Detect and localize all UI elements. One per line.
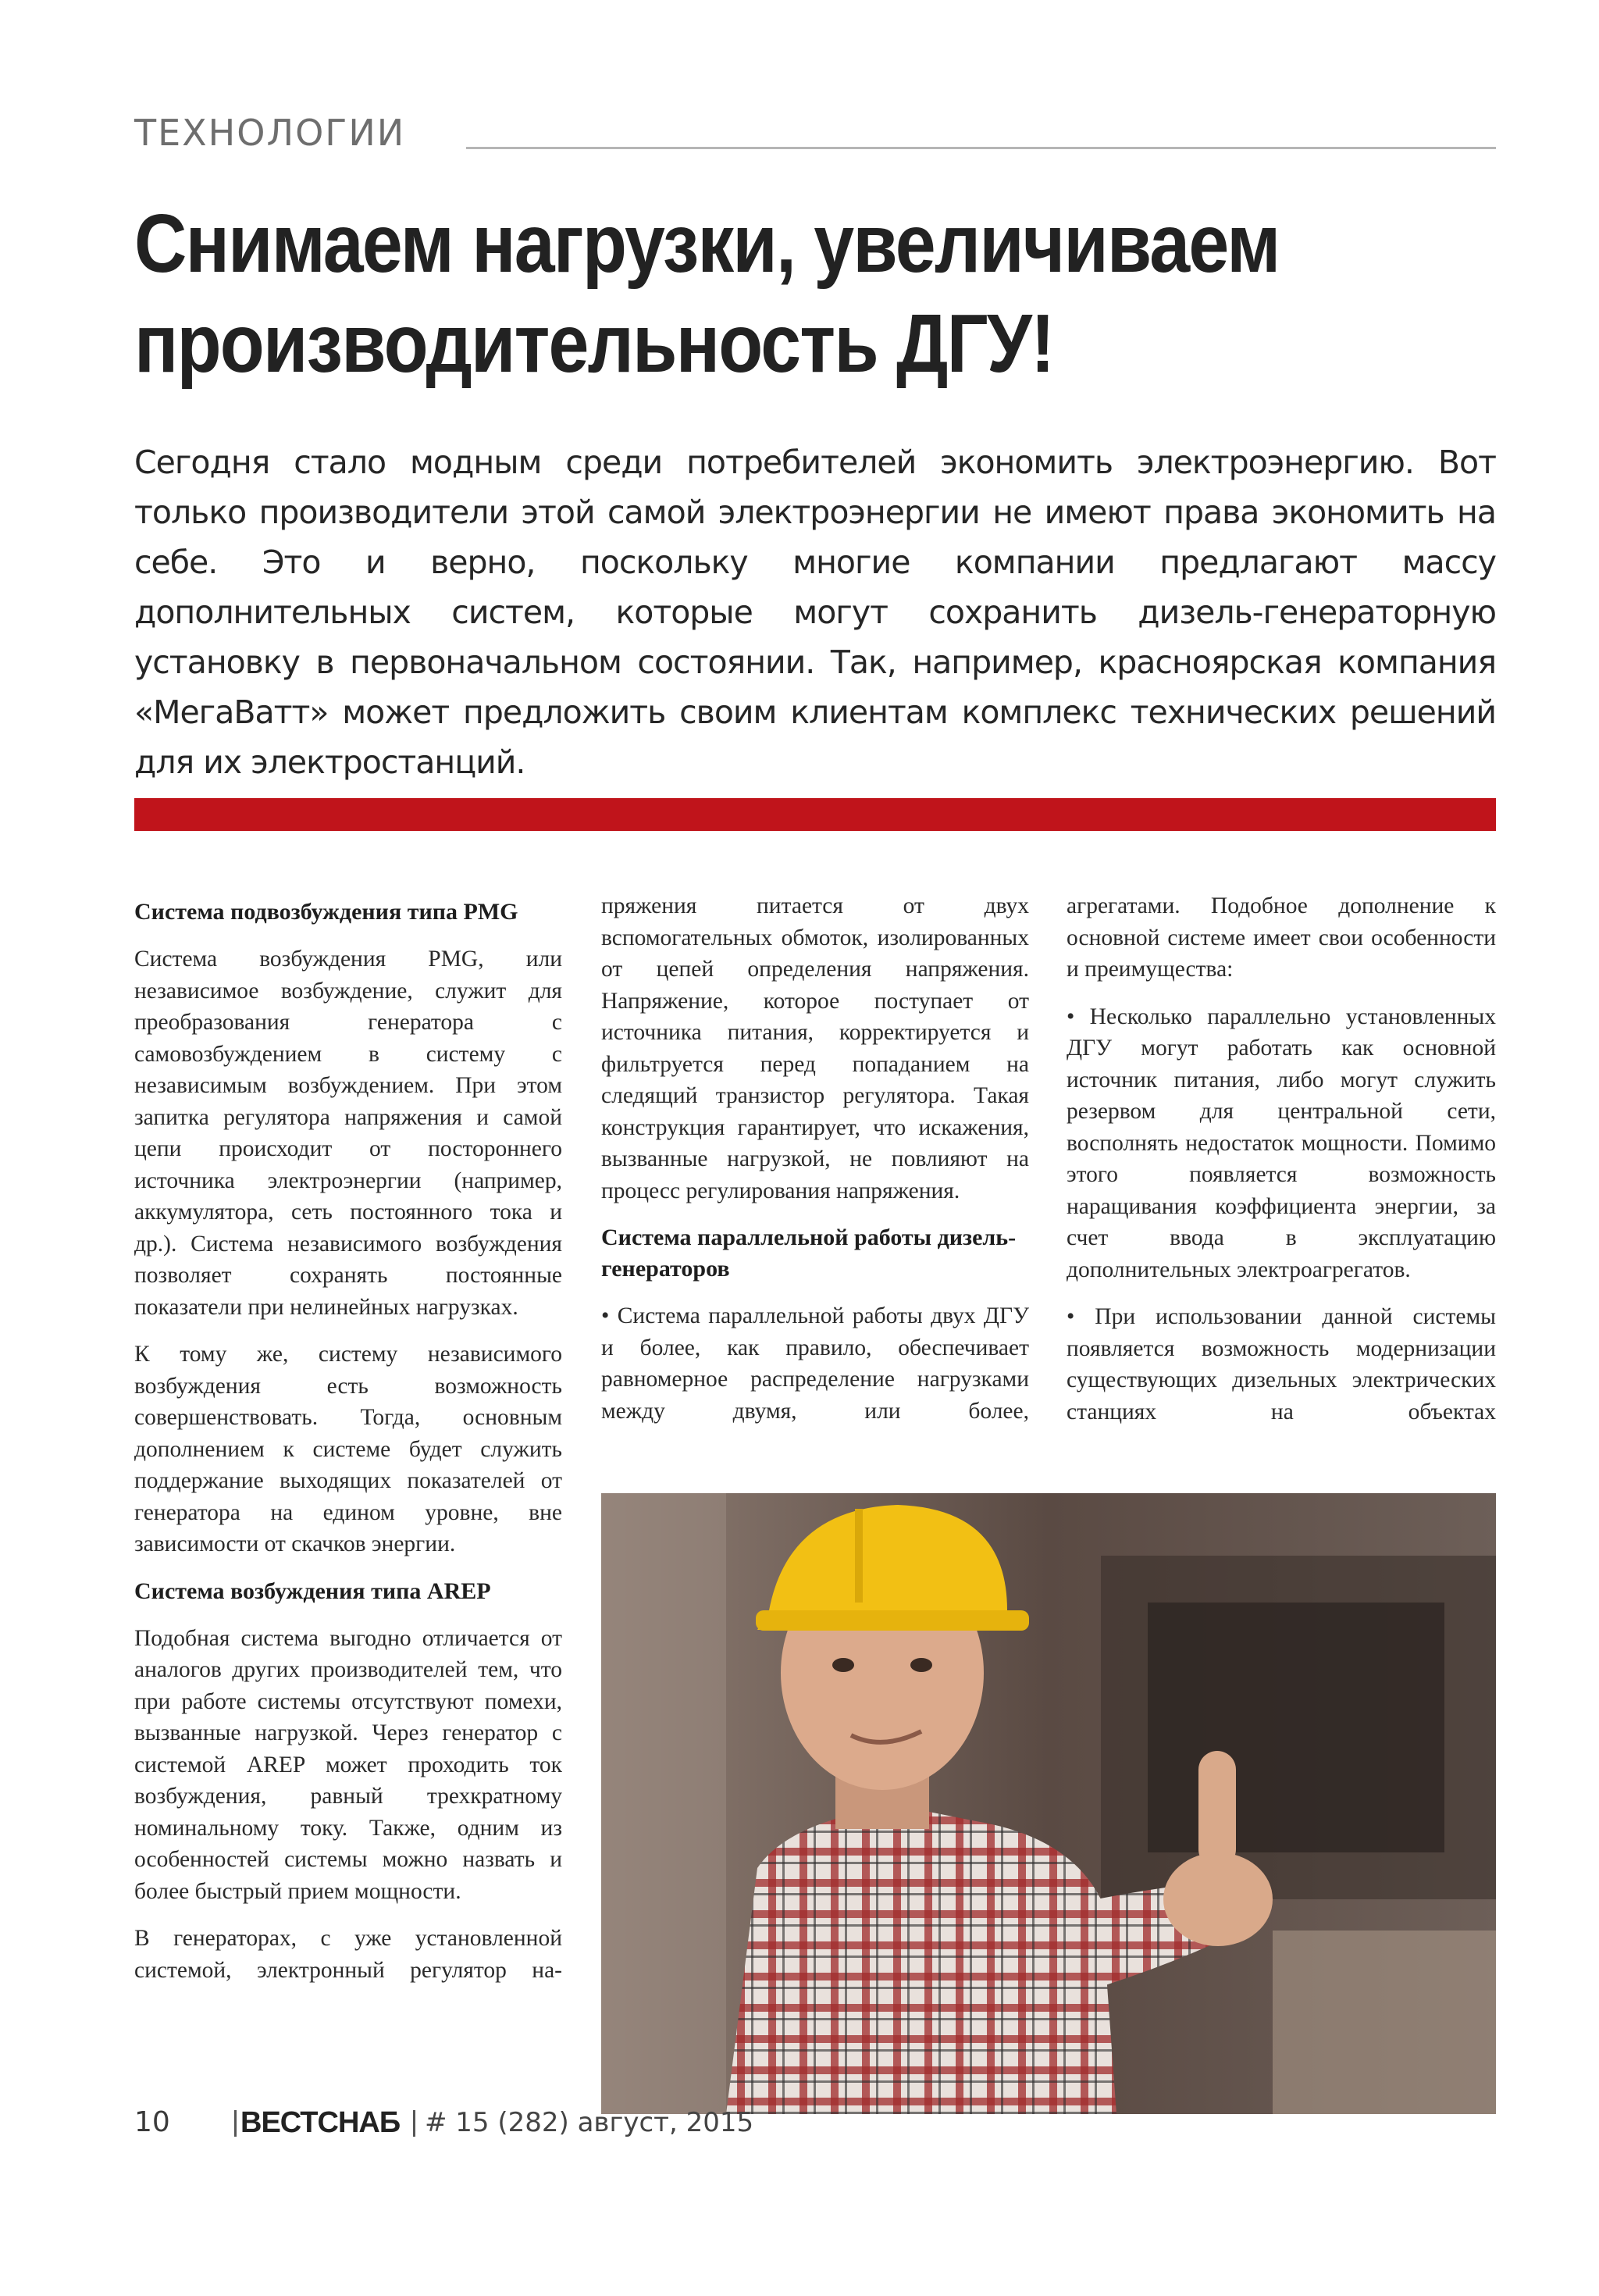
subheading-arep: Система возбуждения типа AREP <box>134 1578 491 1604</box>
footer-divider <box>413 2110 415 2137</box>
paragraph: Система возбуждения PMG, или независимое возбуждение, служит для преобразования генератора с самовозбуждением в систему с независимым возбуждением. При этом запитка регулятора напряжения и самой цепи происходит от постороннего источника электроэнергии (например, аккумулятора, сеть постоянного тока и др.). Система независимого возбуждения позволяет сохранять постоянные показатели при нелинейных нагрузках. <box>134 947 562 1320</box>
section-header <box>134 109 1496 156</box>
column-3 <box>1067 890 1496 1443</box>
magazine-logo: ВЕСТСНАБ <box>240 2106 401 2139</box>
page-footer <box>134 2101 837 2144</box>
footer-divider <box>234 2110 237 2137</box>
section-divider <box>466 147 1496 149</box>
worker-photo <box>601 1493 1496 2114</box>
subheading-parallel: Система параллельной работы дизель-генераторов <box>601 1225 1017 1282</box>
paragraph: К тому же, систему независимого возбуждения есть возможность совершенствовать. Тогда, основным дополнением к системе будет служить поддержание выходящих показателей от генератора на едином уровне, вне зависимости от скачков энергии. <box>134 1342 562 1556</box>
worker-thumbs-up-illustration <box>601 1493 1496 2114</box>
issue-info: # 15 (282) август, 2015 <box>425 2107 754 2138</box>
paragraph: Подобная система выгодно отличается от аналогов других производителей тем, что при работе системы отсутствуют помехи, вызванные нагрузкой. Через генератор с системой AREP может проходить ток возбуждения, равный трехкратному номинальному току. Также, одним из особенностей системы можно назвать и более быстрый прием мощности. <box>134 1625 562 1904</box>
paragraph: агрегатами. Подобное дополнение к основной системе имеет свои особенности и преимущества: <box>1067 893 1496 982</box>
article-lead: Сегодня стало модным среди потребителей экономить электроэнергию. Вот только производители этой самой электроэнергии не имеют права экономить на себе. Это и верно, поскольку многие компании предлагают массу дополнительных систем, которые могут сохранить дизель-генераторную установку в первоначальном состоянии. Так, например, красноярская компания «МегаВатт» может предложить своим клиентам комплекс технических решений для их электростанций. <box>134 444 1496 781</box>
section-label: ТЕХНОЛОГИИ <box>134 112 406 154</box>
column-1 <box>134 897 562 2002</box>
article-headline: Снимаем нагрузки, увеличиваем производительность ДГУ! <box>134 198 1280 390</box>
paragraph: • Несколько параллельно установленных ДГУ могут работать как основной источник питания, либо могут служить резервом для центральной сети, восполнять недостаток мощности. Помимо этого появляется возможность наращивания коэффициента энергии, за счет ввода в эксплуатацию дополнительных электроагрегатов. <box>1067 1004 1496 1282</box>
red-divider-bar <box>134 798 1496 831</box>
column-2 <box>601 890 1029 1442</box>
subheading-pmg: Система подвозбуждения типа PMG <box>134 899 518 925</box>
paragraph: • Система параллельной работы двух ДГУ и более, как правило, обеспечивает равномерное распределение нагрузками между двумя, или более, <box>601 1303 1029 1424</box>
paragraph: В генераторах, с уже установленной системой, электронный регулятор на- <box>134 1926 562 1983</box>
paragraph: • При использовании данной системы появляется возможность модернизации существующих дизельных электрических станциях на объектах <box>1067 1304 1496 1424</box>
paragraph: пряжения питается от двух вспомогательных обмоток, изолированных от цепей определения напряжения. Напряжение, которое поступает от источника питания, корректируется и фильтруется перед попаданием на следящий транзистор регулятора. Такая конструкция гарантирует, что искажения, вызванные нагрузкой, не повлияют на процесс регулирования напряжения. <box>601 893 1029 1203</box>
page-number: 10 <box>134 2106 170 2138</box>
